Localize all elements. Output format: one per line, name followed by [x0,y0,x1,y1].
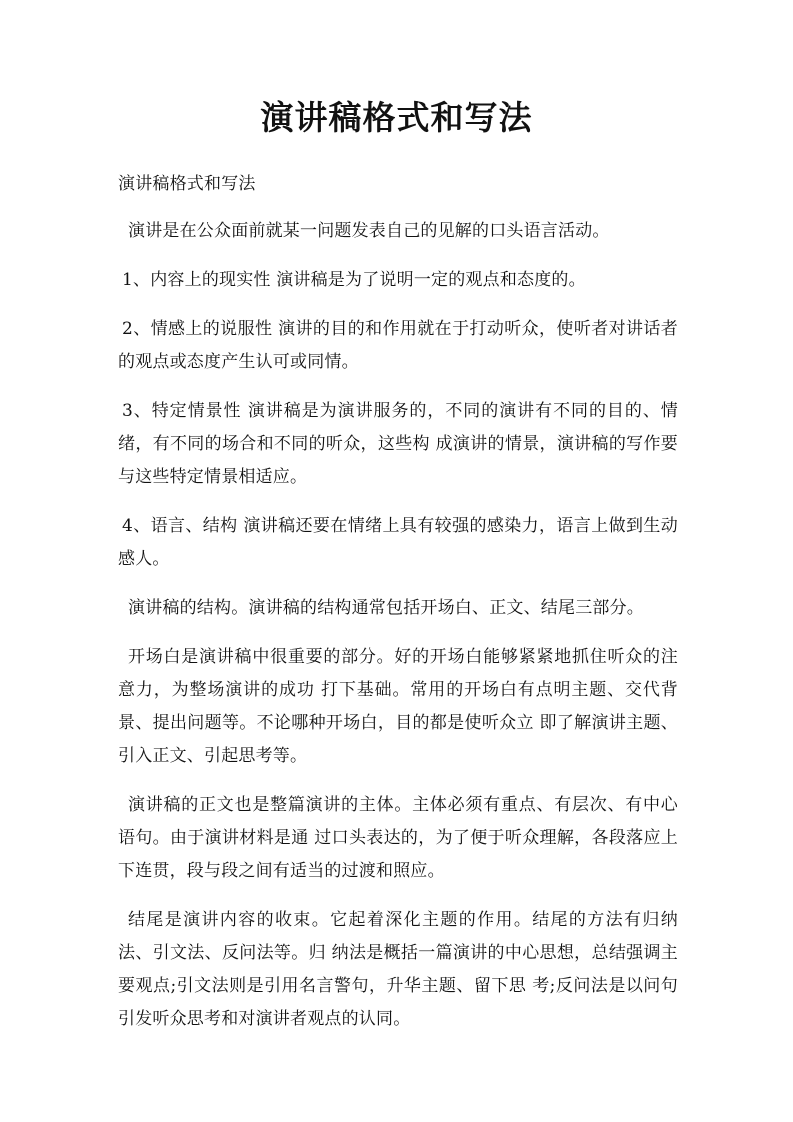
ending-paragraph: 结尾是演讲内容的收束。它起着深化主题的作用。结尾的方法有归纳法、引文法、反问法等。归 纳法是概括一篇演讲的中心思想，总结强调主要观点;引文法则是引用名言警句，升华主题、留下思 考;反问法是以问句引发听众思考和对演讲者观点的认同。 [118,910,678,1029]
document-body [118,168,678,1052]
structure-paragraph: 演讲稿的结构。演讲稿的结构通常包括开场白、正文、结尾三部分。 [128,598,644,618]
point-4-paragraph: 4、语言、结构 演讲稿还要在情绪上具有较强的感染力，语言上做到生动感人。 [118,516,678,569]
point-3-paragraph: 3、特定情景性 演讲稿是为演讲服务的，不同的演讲有不同的目的、情绪，有不同的场合和不同的听众，这些构 成演讲的情景，演讲稿的写作要与这些特定情景相适应。 [118,401,678,487]
subtitle-paragraph: 演讲稿格式和写法 [118,174,256,194]
intro-paragraph: 演讲是在公众面前就某一问题发表自己的见解的口头语言活动。 [128,221,610,241]
point-2-paragraph: 2、情感上的说服性 演讲的目的和作用就在于打动听众，使听者对讲话者的观点或态度产生认可或同情。 [118,319,678,372]
page-title: 演讲稿格式和写法 [260,98,533,137]
opening-paragraph: 开场白是演讲稿中很重要的部分。好的开场白能够紧紧地抓住听众的注意力，为整场演讲的成功 打下基础。常用的开场白有点明主题、交代背景、提出问题等。不论哪种开场白，目的都是使听众立 即了解演讲主题、引入正文、引起思考等。 [118,647,678,766]
main-body-paragraph: 演讲稿的正文也是整篇演讲的主体。主体必须有重点、有层次、有中心语句。由于演讲材料是通 过口头表达的，为了便于听众理解，各段落应上下连贯，段与段之间有适当的过渡和照应。 [118,795,678,881]
point-1-paragraph: 1、内容上的现实性 演讲稿是为了说明一定的观点和态度的。 [122,270,586,290]
